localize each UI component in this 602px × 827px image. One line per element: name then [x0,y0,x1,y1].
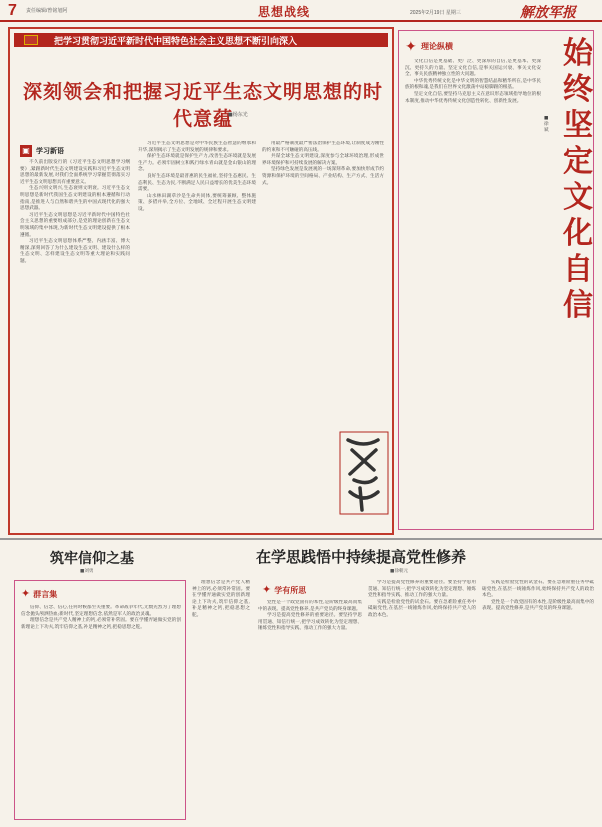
paragraph: 理想信念是共产党人精神上的钙,必须常补常固。要在学懂弄通做实党的创新理论上下功夫,筑牢信仰之基,补足精神之钙,把稳思想之舵。 [21,618,181,630]
column-banner [14,33,388,47]
banner-text: 把学习贯彻习近平新时代中国特色社会主义思想不断引向深入 [54,37,298,47]
issue-date: 2025年2月19日 星期三 [410,10,461,16]
article-column-2 [138,141,256,531]
bottom-left-text [21,605,181,815]
star-icon: ✦ [21,587,31,600]
article-column-1 [20,141,130,531]
star-icon: ✦ [405,39,417,55]
section-title: 思想战线 [258,5,311,19]
commentary-head: ✦ 理论纵横 [405,39,453,55]
paragraph: 用最严格制度最严密法治保护生态环境,让制度成为刚性的约束和不可触碰的高压线。 [262,141,384,153]
star-icon: ✦ [262,583,272,596]
page-header [0,0,602,22]
article-column-3 [262,141,384,441]
bottom-left-continued [192,580,250,820]
paragraph: 习近平生态文明思想是习近平新时代中国特色社会主义思想的重要组成部分,是党的理论创新在生态文明领域的集中体现,为新时代生态文明建设提供了根本遵循。 [20,212,130,238]
editor-credit: 责任编辑/曾铭旭阿 [26,8,68,14]
article-byline: ■杨东光 [228,112,248,118]
paragraph: 良好生态环境是最普惠的民生福祉,坚持生态惠民、生态利民、生态为民,不断满足人民日益增长的优美生态环境需要。 [138,173,256,193]
commentary-author: ■徐斌 [544,116,549,133]
paragraph: 党性是一个政党固有的本性,是阶级性最高而集中的表现。提高党性修养,是共产党员的终身课题。 [482,599,594,612]
subhead: ▣ 学习新语 [20,145,130,157]
paragraph: 山水林田湖草沙是生命共同体,要统筹兼顾、整体施策、多措并举,全方位、全地域、全过程开展生态文明建设。 [138,193,256,212]
paragraph: 信仰、信念、信心,任何时候都至关重要。革命战争年代,无数先烈为了理想信念抛头颅洒热血;新时代,坚定理想信念,依然是军人的政治灵魂。 [21,605,181,617]
paragraph: 实践是检验党性的试金石。要在急难险重任务中砥砺党性,在基层一线锤炼作风,始终保持共产党人的政治本色。 [482,580,594,599]
bottom-right-byline: ■徐朝元 [390,569,409,574]
bottom-right-column-3 [482,580,594,820]
box-head: ✦ 群言集 [21,587,58,600]
newspaper-logo: 解放军报 [520,5,576,21]
commentary-text [405,59,541,527]
paragraph: 理想信念是共产党人精神上的钙,必须常补常固。要在学懂弄通做实党的创新理论上下功夫,筑牢信仰之基,补足精神之钙,把稳思想之舵。 [192,580,250,618]
paragraph: 习近平生态文明思想是对中华民族生态智慧的继承和升华,深刻揭示了生态文明发展的规律和要求。 [138,141,256,153]
paragraph: 坚持绿色发展是发展观的一场深刻革命,要加快形成节约资源和保护环境的空间格局、产业结构、生产方式、生活方式。 [262,167,384,186]
bottom-right-head: ✦ 学有所思 [262,583,307,596]
paragraph: 生态兴则文明兴,生态衰则文明衰。习近平生态文明思想是新时代我国生态文明建设的根本遵循和行动指南,是推进人与自然和谐共生的中国式现代化的强大思想武器。 [20,186,130,212]
paragraph: 文化自信是更基础、更广泛、更深厚的自信,是更基本、更深沉、更持久的力量。坚定文化自信,是事关国运兴衰、事关文化安全、事关民族精神独立性的大问题。 [405,59,541,78]
bottom-right-title: 在学思践悟中持续提高党性修养 [256,548,467,566]
bottom-left-box [14,580,186,820]
page-number: 7 [8,2,17,19]
paragraph: 保护生态环境就是保护生产力,改善生态环境就是发展生产力。必须牢固树立和践行绿水青山就是金山银山的理念。 [138,154,256,173]
bottom-left-title: 筑牢信仰之基 [50,551,134,567]
paragraph: 学习是提高党性修养的重要途径。要坚持学思用贯通、知信行统一,把学习成效转化为坚定理想、锤炼党性和指导实践、推动工作的强大力量。 [258,613,362,632]
subhead-tag-icon: ▣ [20,145,32,157]
paragraph: 中华优秀传统文化是中华文明的智慧结晶和精华所在,是中华民族的根和魂,是我们在世界文化激荡中站稳脚跟的根基。 [405,78,541,91]
party-flag-icon [24,35,38,45]
calligraphy-seal-image [338,430,390,516]
paragraph: 共谋全球生态文明建设,深度参与全球环境治理,形成世界环境保护和可持续发展的解决方案。 [262,154,384,166]
section-divider [0,538,602,540]
paragraph: 不久前出版发行的《习近平生态文明思想学习纲要》,紧跟新时代生态文明建设实践和习近平生态文明思想的最新发展,对我们全面系统学习掌握贯彻落实习近平生态文明思想具有重要意义。 [20,160,130,185]
feature-article [8,27,394,535]
commentary-title: 始 终 坚 定 文 化 自 信 [563,36,593,323]
paragraph: 党性是一个政党固有的本性,是阶级性最高而集中的表现。提高党性修养,是共产党员的终身课题。 [258,600,362,612]
article-title: 深刻领会和把握习近平生态文明思想的时代意蕴 [22,81,383,130]
paragraph: 学习是提高党性修养的重要途径。要坚持学思用贯通、知信行统一,把学习成效转化为坚定理想、锤炼党性和指导实践、推动工作的强大力量。 [368,580,476,599]
bottom-right-column-1 [258,600,362,820]
paragraph: 习近平生态文明思想体系严整、内涵丰富、博大精深,深刻回答了为什么建设生态文明、建设什么样的生态文明、怎样建设生态文明等重大理论和实践问题。 [20,239,130,264]
paragraph: 坚定文化自信,要坚持马克思主义在意识形态领域指导地位的根本制度,推动中华优秀传统文化创造性转化、创新性发展。 [405,91,541,104]
bottom-right-column-2 [368,580,476,820]
paragraph: 实践是检验党性的试金石。要在急难险重任务中砥砺党性,在基层一线锤炼作风,始终保持共产党人的政治本色。 [368,599,476,618]
bottom-left-byline: ■刘勇 [80,569,94,574]
